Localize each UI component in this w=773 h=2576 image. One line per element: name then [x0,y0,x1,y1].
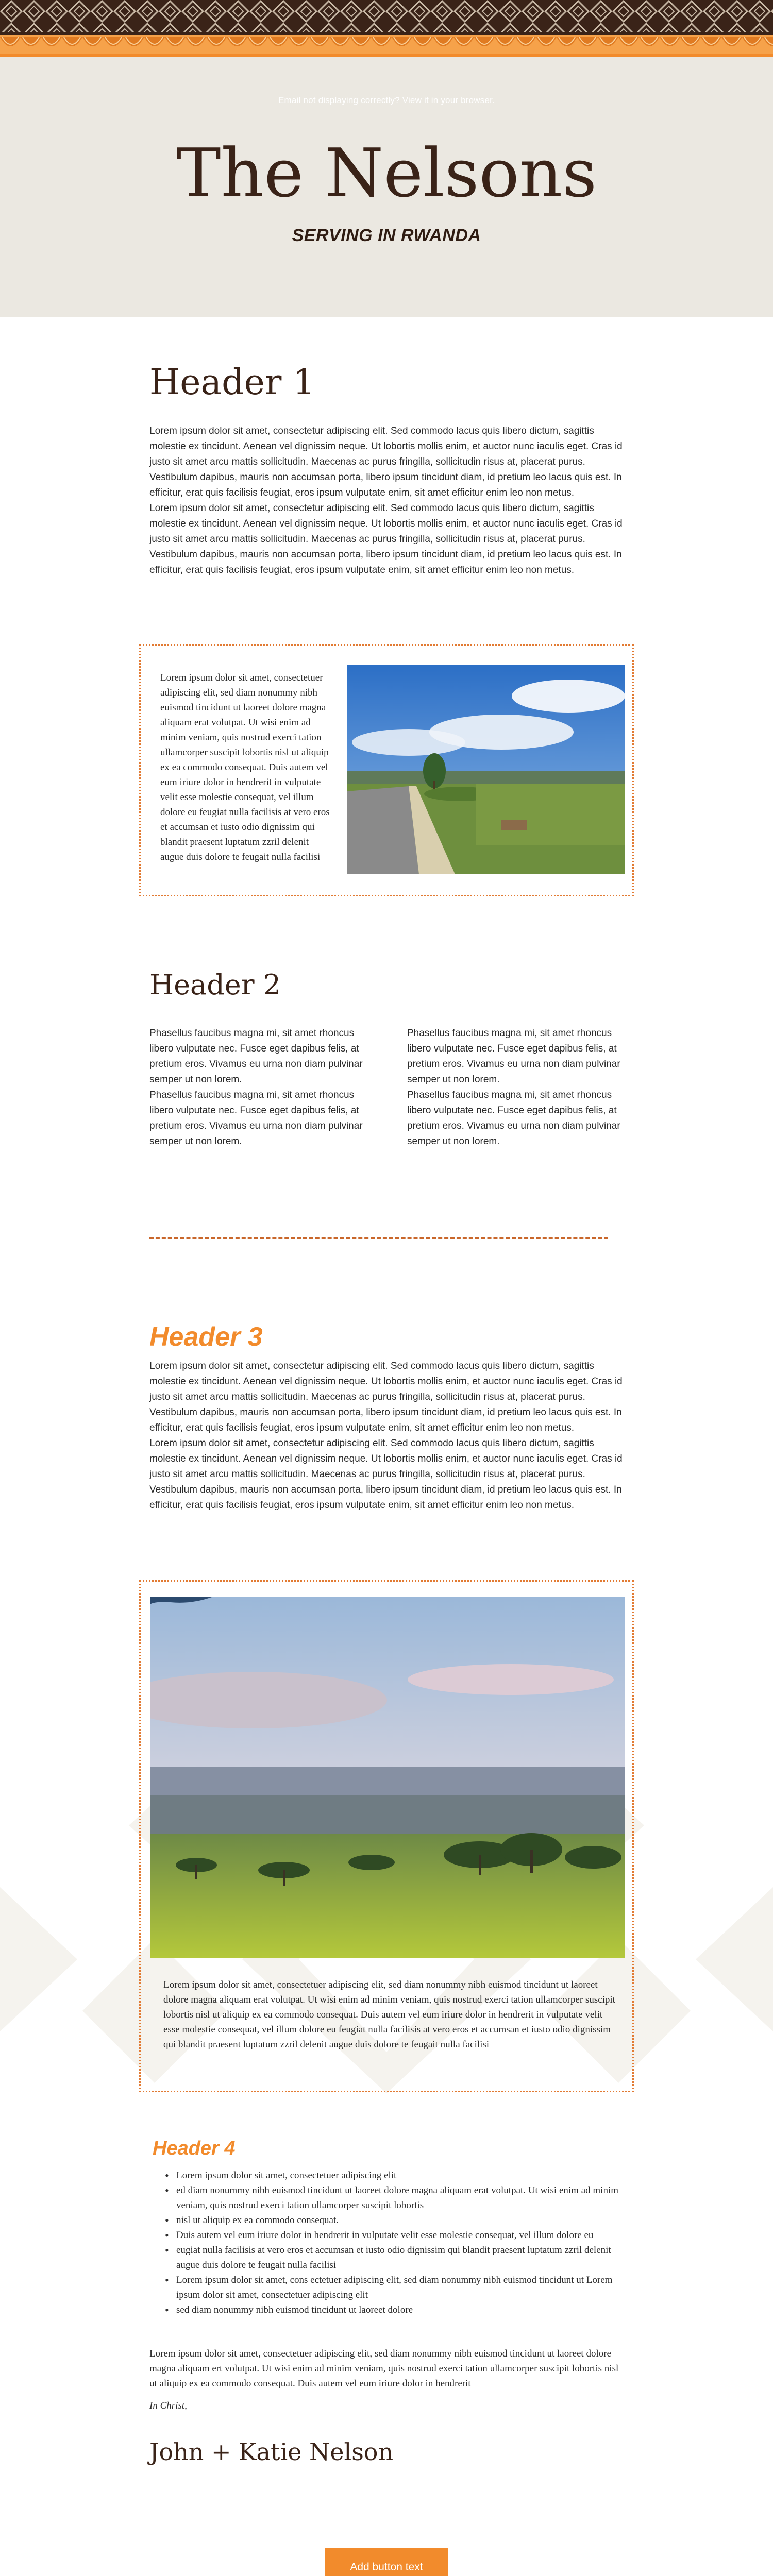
column-paragraph: Phasellus faucibus magna mi, sit amet rhoncus libero vulputate nec. Fusce eget dapibus felis, at pretium eros. Vivamus eu urna non diam pulvinar semper ut non lorem. [407,1090,620,1147]
section-3-paragraph: Lorem ipsum dolor sit amet, consectetur adipiscing elit. Sed commodo lacus quis libero dictum, sagittis molestie ex tincidunt. Aenean vel dignissim neque. Ut lobortis mollis enim, et auctor nunc iaculis eget. Cras id justo sit amet arcu mattis sollicitudin. Maecenas ac purus fringilla, sollicitudin risus at, placerat purus. Vestibulum dapibus, mauris non accumsan porta, libero ipsum tincidunt diam, id pretium leo lacus quis est. In efficitur, erat quis facilisis feugiat, eros ipsum vulputate enim, sit amet efficitur enim leo non metus. [149,1438,623,1511]
cta-button-orange[interactable]: Add button text [325,2548,448,2576]
section-divider [149,1237,608,1239]
section-2 [149,969,624,1149]
list-item: • eugiat nulla facilisis at vero eros et accumsan et iusto odio dignissim qui blandit praesent luptatum zzril delenit augue duis dolore te feugait nulla facilisi [165,2243,624,2273]
column-paragraph: Phasellus faucibus magna mi, sit amet rhoncus libero vulputate nec. Fusce eget dapibus felis, at pretium eros. Vivamus eu urna non diam pulvinar semper ut non lorem. [149,1090,363,1147]
view-in-browser-link[interactable]: Email not displaying correctly? View it in your browser. [278,95,495,105]
page-subtitle: SERVING IN RWANDA [292,226,481,245]
signoff-text: In Christ, [149,2400,187,2411]
hero-header [0,57,773,317]
tribal-pattern-top [0,0,773,57]
feature-card-2 [139,1580,634,2092]
main-content [149,362,624,2576]
list-item: • Duis autem vel eum iriure dolor in hendrerit in vulputate velit esse molestie consequat, vel illum dolore eu [165,2228,624,2243]
list-item: • Lorem ipsum dolor sit amet, consectetuer adipiscing elit [165,2168,624,2183]
list-item: • ed diam nonummy nibh euismod tincidunt ut laoreet dolore magna aliquam erat volutpat. Ut wisi enim ad minim veniam, quis nostrud exerci tation ullamcorper suscipit lobortis [165,2183,624,2213]
section-3 [149,1321,624,1513]
feature-2-text: Lorem ipsum dolor sit amet, consectetuer adipiscing elit, sed diam nonummy nibh euismod tincidunt ut laoreet dolore magna aliquam erat volutpat. Ut wisi enim ad minim veniam, quis nostrud exerci tation ullamcorper suscipit lobortis nisl ut aliquip ex ea commodo consequat. Duis autem vel eum iriure dolor in hendrerit in vulputate velit esse molestie consequat, vel illum dolore eu feugiat nulla facilisis at vero eros et accumsan et iusto odio dignissim qui blandit praesent luptatum zzril delenit augue duis dolore te feugait nulla facilisi [163,1979,615,2050]
column-paragraph: Phasellus faucibus magna mi, sit amet rhoncus libero vulputate nec. Fusce eget dapibus felis, at pretium eros. Vivamus eu urna non diam pulvinar semper ut non lorem. [407,1028,620,1085]
column-paragraph: Phasellus faucibus magna mi, sit amet rhoncus libero vulputate nec. Fusce eget dapibus felis, at pretium eros. Vivamus eu urna non diam pulvinar semper ut non lorem. [149,1028,363,1085]
feature-1-text: Lorem ipsum dolor sit amet, consectetuer adipiscing elit, sed diam nonummy nibh euismod tincidunt ut laoreet dolore magna aliquam erat volutpat. Ut wisi enim ad minim veniam, quis nostrud exerci tation ullamcorper suscipit lobortis nisl ut aliquip ex ea commodo consequat. Duis autem vel eum iriure dolor in hendrerit in vulputate velit esse molestie consequat, vel illum dolore eu feugiat nulla facilisis at vero eros et accumsan et iusto odio dignissim qui blandit praesent luptatum zzril delenit augue duis dolore te feugait nulla facilisi [160,672,330,862]
section-1-paragraph: Lorem ipsum dolor sit amet, consectetur adipiscing elit. Sed commodo lacus quis libero dictum, sagittis molestie ex tincidunt. Aenean vel dignissim neque. Ut lobortis mollis enim, et auctor nunc iaculis eget. Cras id justo sit amet arcu mattis sollicitudin. Maecenas ac purus fringilla, sollicitudin risus at, placerat purus. Vestibulum dapibus, mauris non accumsan porta, libero ipsum tincidunt diam, id pretium leo lacus quis est. In efficitur, erat quis facilisis feugiat, eros ipsum vulputate enim, sit amet efficitur enim leo non metus. [149,426,623,498]
email-body [0,362,773,2576]
page-title: The Nelsons [176,134,597,212]
signature: John + Katie Nelson [149,2438,394,2466]
section-4-heading: Header 4 [153,2138,236,2159]
section-1-paragraph: Lorem ipsum dolor sit amet, consectetur adipiscing elit. Sed commodo lacus quis libero dictum, sagittis molestie ex tincidunt. Aenean vel dignissim neque. Ut lobortis mollis enim, et auctor nunc iaculis eget. Cras id justo sit amet arcu mattis sollicitudin. Maecenas ac purus fringilla, sollicitudin risus at, placerat purus. Vestibulum dapibus, mauris non accumsan porta, libero ipsum tincidunt diam, id pretium leo lacus quis est. In efficitur, erat quis facilisis feugiat, eros ipsum vulputate enim, sit amet efficitur enim leo non metus. [149,503,623,575]
list-item: • nisl ut aliquip ex ea commodo consequat. [165,2213,624,2228]
section-2-heading: Header 2 [149,969,281,1001]
section-1-heading: Header 1 [149,362,315,403]
top-decorative-border [0,0,773,57]
column-left [149,1026,366,1149]
section-1 [149,362,624,578]
bullet-list [149,2168,624,2317]
section-3-paragraph: Lorem ipsum dolor sit amet, consectetur adipiscing elit. Sed commodo lacus quis libero dictum, sagittis molestie ex tincidunt. Aenean vel dignissim neque. Ut lobortis mollis enim, et auctor nunc iaculis eget. Cras id justo sit amet arcu mattis sollicitudin. Maecenas ac purus fringilla, sollicitudin risus at, placerat purus. Vestibulum dapibus, mauris non accumsan porta, libero ipsum tincidunt diam, id pretium leo lacus quis est. In efficitur, erat quis facilisis feugiat, eros ipsum vulputate enim, sit amet efficitur enim leo non metus. [149,1361,623,1433]
landscape-road-photo [347,665,625,874]
button-group [149,2548,624,2576]
column-right [407,1026,624,1149]
list-item: • sed diam nonummy nibh euismod tincidunt ut laoreet dolore [165,2302,624,2317]
section-3-heading: Header 3 [149,1322,263,1352]
savanna-landscape-photo [150,1597,625,1958]
feature-card-1 [139,644,634,896]
closing-paragraph: Lorem ipsum dolor sit amet, consectetuer adipiscing elit, sed diam nonummy nibh euismod tincidunt ut laoreet dolore magna aliquam ert volutpat. Ut wisi enim ad minim veniam, quis nostrud exerci tation ullamcorper suscipit lobortis nisl ut aliquip ex ea commodo consequat. Duis autem vel eum iriure dolor in hendrerit [149,2348,619,2389]
list-item: • Lorem ipsum dolor sit amet, cons ectetuer adipiscing elit, sed diam nonummy nibh euismod tincidunt ut Lorem ipsum dolor sit amet, consectetuer adipiscing elit [165,2273,624,2302]
section-4 [149,2138,624,2466]
